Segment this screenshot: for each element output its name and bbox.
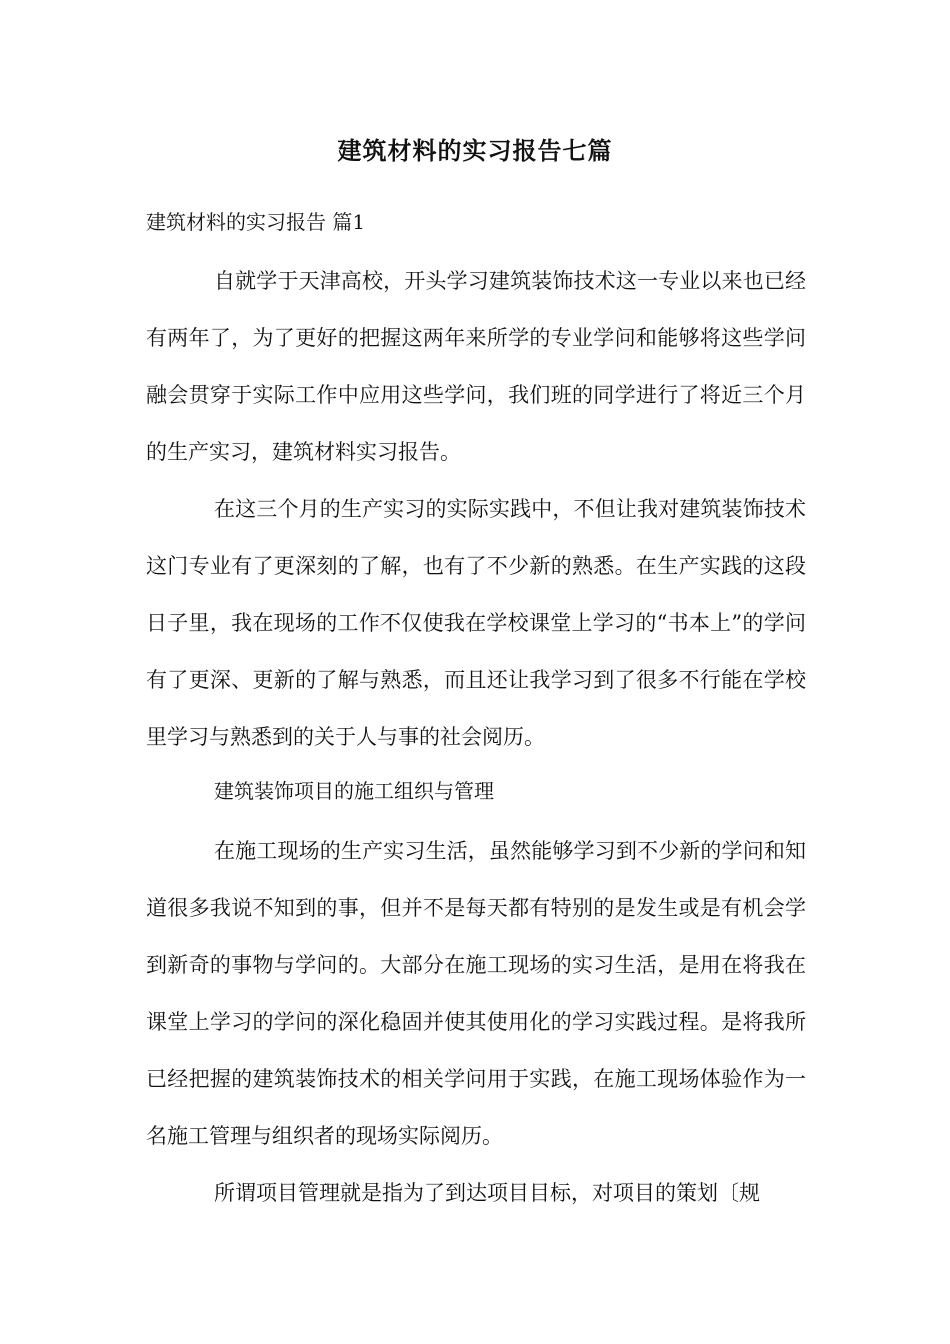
- document-title: 建筑材料的实习报告七篇: [337, 136, 613, 165]
- article-subheading: 建筑材料的实习报告 篇1: [146, 210, 366, 234]
- paragraph-1: 自就学于天津高校，开头学习建筑装饰技术这一专业以来也已经有两年了，为了更好的把握这两年来所学的专业学问和能够将这些学问融会贯穿于实际工作中应用这些学问，我们班的同学进行了将近三个月的生产实习，建筑材料实习报告。: [146, 269, 806, 464]
- section-heading: 建筑装饰项目的施工组织与管理: [214, 779, 494, 803]
- paragraph-3: 在施工现场的生产实习生活，虽然能够学习到不少新的学问和知道很多我说不知到的事，但并不是每天都有特别的是发生或是有机会学到新奇的事物与学问的。大部分在施工现场的实习生活，是用在将我在课堂上学习的学问的深化稳固并使其使用化的学习实践过程。是将我所已经把握的建筑装饰技术的相关学问用于实践，在施工现场体验作为一名施工管理与组织者的现场实际阅历。: [146, 839, 806, 1148]
- paragraph-2: 在这三个月的生产实习的实际实践中，不但让我对建筑装饰技术这门专业有了更深刻的了解，也有了不少新的熟悉。在生产实践的这段日子里，我在现场的工作不仅使我在学校课堂上学习的“书本上”的学问有了更深、更新的了解与熟悉，而且还让我学习到了很多不行能在学校里学习与熟悉到的关于人与事的社会阅历。: [146, 497, 806, 749]
- paragraph-4: 所谓项目管理就是指为了到达项目目标，对项目的策划〔规: [214, 1181, 760, 1205]
